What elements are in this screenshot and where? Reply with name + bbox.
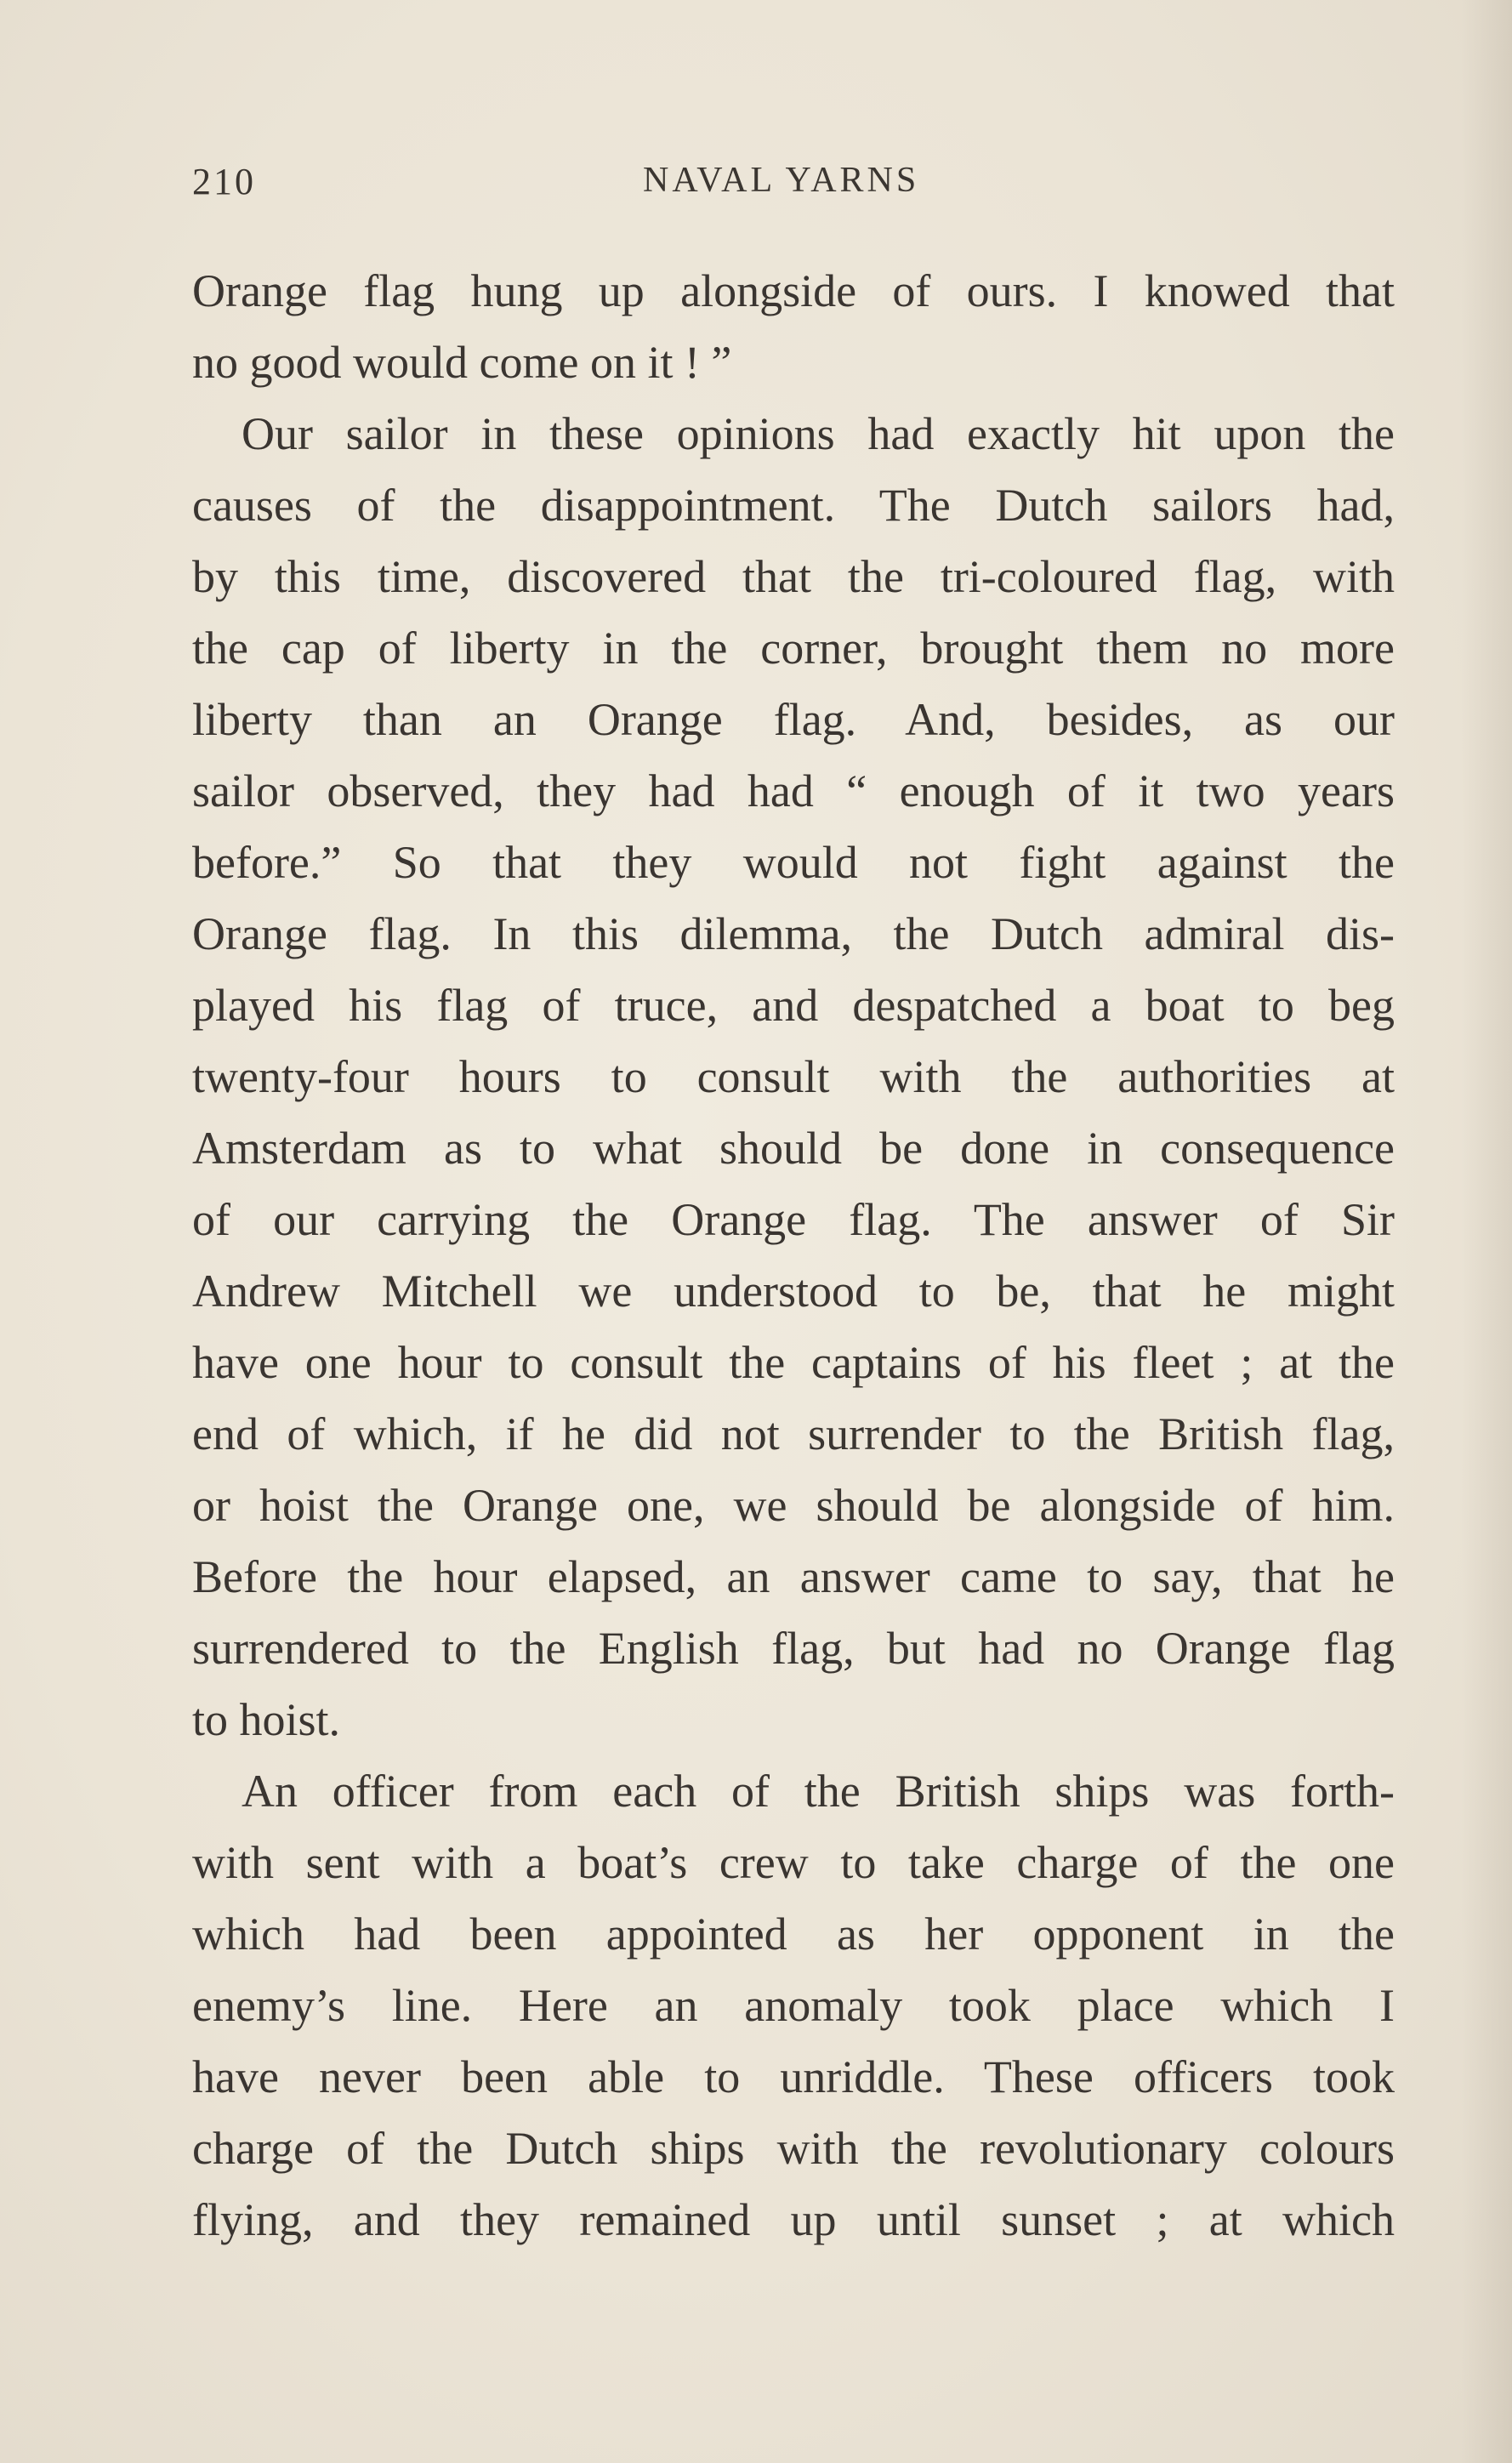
text-line: the cap of liberty in the corner, brought them no more xyxy=(192,623,1395,674)
text-line: by this time, discovered that the tri-coloured flag, with xyxy=(192,551,1395,602)
page-edge-shadow xyxy=(1461,0,1512,2463)
text-line: or hoist the Orange one, we should be alongside of him. xyxy=(192,1480,1395,1531)
text-line: sailor observed, they had had “ enough of it two years xyxy=(192,765,1395,816)
text-line: charge of the Dutch ships with the revolutionary colours xyxy=(192,2123,1395,2174)
text-line: twenty-four hours to consult with the authorities at xyxy=(192,1051,1395,1102)
text-line: which had been appointed as her opponent in the xyxy=(192,1908,1395,1960)
text-line: to hoist. xyxy=(192,1694,341,1745)
text-line: Before the hour elapsed, an answer came to say, that he xyxy=(192,1551,1395,1602)
text-line: Amsterdam as to what should be done in consequence xyxy=(192,1123,1395,1174)
text-line: causes of the disappointment. The Dutch sailors had, xyxy=(192,480,1395,531)
running-title: NAVAL YARNS xyxy=(643,161,920,200)
page-number: 210 xyxy=(192,161,256,202)
text-line: of our carrying the Orange flag. The answer of Sir xyxy=(192,1194,1395,1245)
text-line: Orange flag hung up alongside of ours. I knowed that xyxy=(192,265,1395,316)
text-line: no good would come on it ! ” xyxy=(192,337,732,388)
text-line: Orange flag. In this dilemma, the Dutch admiral dis- xyxy=(192,908,1395,959)
text-line: liberty than an Orange flag. And, besides, as our xyxy=(192,694,1395,745)
running-head xyxy=(192,160,1395,211)
text-line: have one hour to consult the captains of his fleet ; at the xyxy=(192,1337,1395,1388)
text-line: Andrew Mitchell we understood to be, that he might xyxy=(192,1266,1395,1317)
body-text xyxy=(192,255,1395,2255)
text-line: before.” So that they would not fight against the xyxy=(192,837,1395,888)
paragraph-first-line: Our sailor in these opinions had exactly hit upon the xyxy=(242,408,1395,459)
paragraph-first-line: An officer from each of the British ships was forth- xyxy=(242,1766,1395,1817)
text-line: played his flag of truce, and despatched a boat to beg xyxy=(192,980,1395,1031)
text-line: with sent with a boat’s crew to take charge of the one xyxy=(192,1837,1395,1888)
text-line: end of which, if he did not surrender to the British flag, xyxy=(192,1408,1395,1459)
text-line: flying, and they remained up until sunset ; at which xyxy=(192,2194,1395,2245)
text-line: surrendered to the English flag, but had no Orange flag xyxy=(192,1623,1395,1674)
text-line: enemy’s line. Here an anomaly took place which I xyxy=(192,1980,1395,2031)
text-line: have never been able to unriddle. These officers took xyxy=(192,2051,1395,2102)
